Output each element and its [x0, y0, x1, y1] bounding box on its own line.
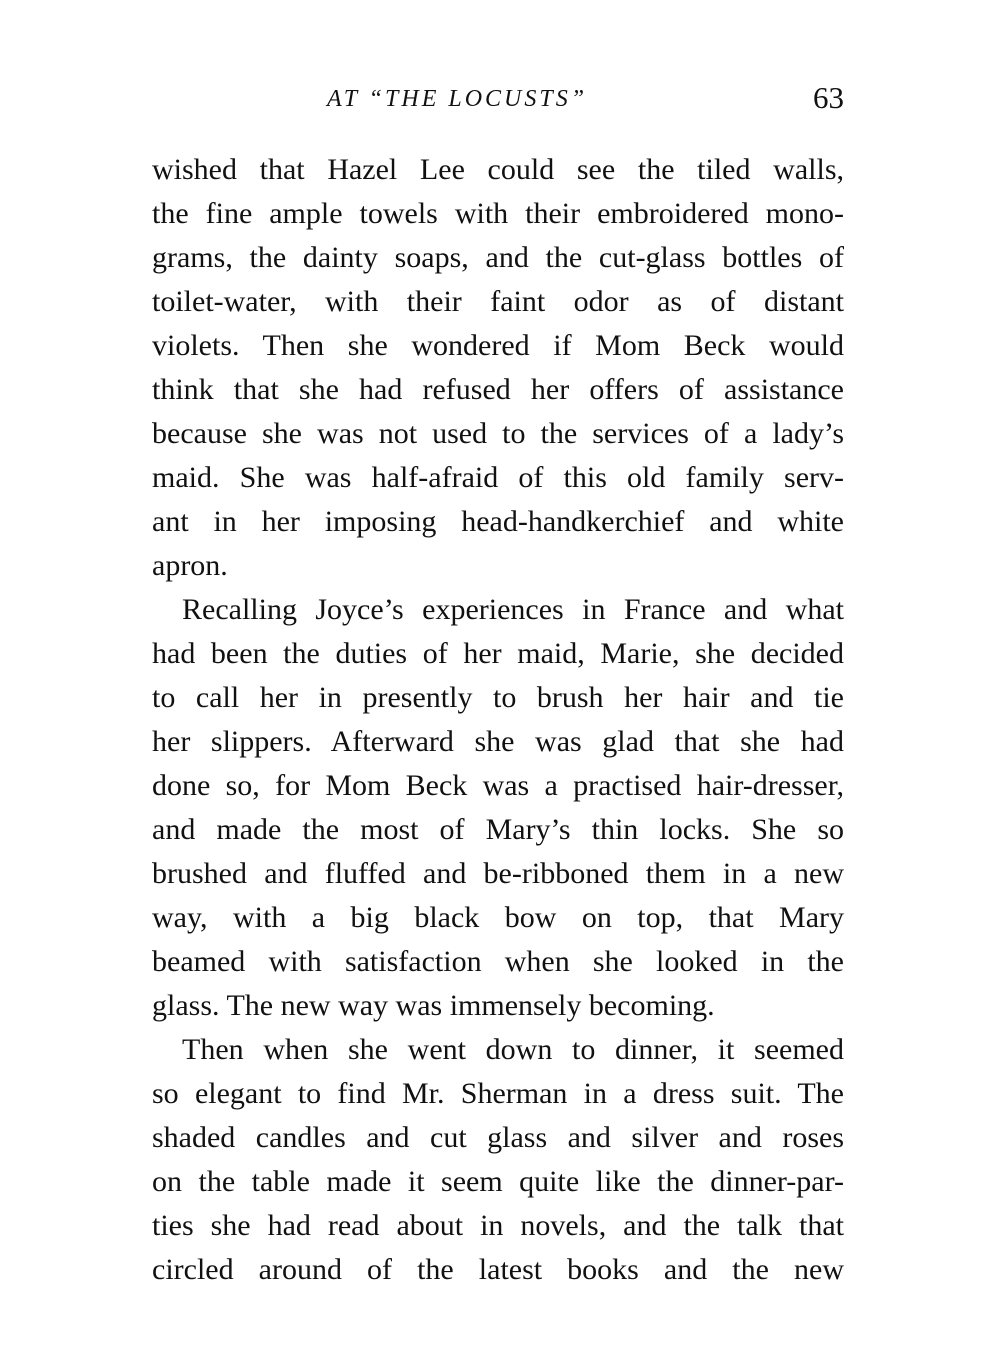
- text-line: grams, the dainty soaps, and the cut-glass bottles of: [152, 241, 844, 274]
- text-line: toilet-water, with their faint odor as of distant: [152, 285, 844, 318]
- text-line: ant in her imposing head-handkerchief and white: [152, 505, 844, 538]
- text-line: maid. She was half-afraid of this old family serv-: [152, 461, 844, 494]
- running-header: [152, 80, 844, 120]
- text-line: the fine ample towels with their embroidered mono-: [152, 197, 844, 230]
- text-line: Then when she went down to dinner, it seemed: [182, 1033, 844, 1066]
- text-line: glass. The new way was immensely becoming.: [152, 989, 715, 1022]
- text-line: violets. Then she wondered if Mom Beck would: [152, 329, 844, 362]
- text-line: circled around of the latest books and the new: [152, 1253, 844, 1286]
- page-number: 63: [813, 80, 844, 115]
- text-line: ties she had read about in novels, and the talk that: [152, 1209, 844, 1242]
- text-line: think that she had refused her offers of assistance: [152, 373, 844, 406]
- text-line: so elegant to find Mr. Sherman in a dress suit. The: [152, 1077, 844, 1110]
- text-line: to call her in presently to brush her hair and tie: [152, 681, 844, 714]
- text-line: shaded candles and cut glass and silver and roses: [152, 1121, 844, 1154]
- text-line: wished that Hazel Lee could see the tiled walls,: [152, 153, 844, 186]
- running-title: AT “THE LOCUSTS”: [327, 86, 588, 112]
- text-line: on the table made it seem quite like the dinner-par-: [152, 1165, 844, 1198]
- text-line: her slippers. Afterward she was glad that she had: [152, 725, 844, 758]
- text-line: done so, for Mom Beck was a practised hair-dresser,: [152, 769, 844, 802]
- body-text: [152, 148, 844, 1292]
- text-line: because she was not used to the services of a lady’s: [152, 417, 844, 450]
- text-line: beamed with satisfaction when she looked in the: [152, 945, 844, 978]
- text-line: brushed and fluffed and be-ribboned them in a new: [152, 857, 844, 890]
- text-line: had been the duties of her maid, Marie, she decided: [152, 637, 844, 670]
- text-line: Recalling Joyce’s experiences in France and what: [182, 593, 844, 626]
- text-line: way, with a big black bow on top, that Mary: [152, 901, 844, 934]
- text-line: and made the most of Mary’s thin locks. She so: [152, 813, 844, 846]
- text-line: apron.: [152, 549, 228, 582]
